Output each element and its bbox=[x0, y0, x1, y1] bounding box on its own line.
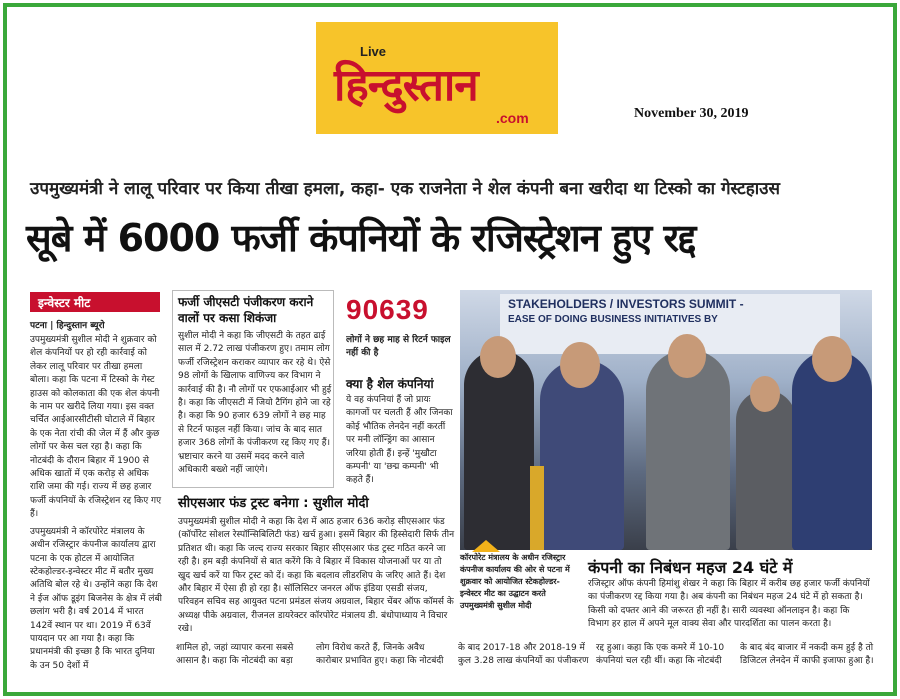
person-4 bbox=[736, 390, 796, 550]
logo-name: हिन्दुस्तान bbox=[334, 60, 478, 111]
headline: सूबे में 6000 फर्जी कंपनियों के रजिस्ट्रेशन हुए रद्द bbox=[26, 216, 696, 260]
left-column-body bbox=[30, 334, 162, 674]
banner-title: STAKEHOLDERS / INVESTORS SUMMIT - bbox=[508, 297, 744, 311]
person-3 bbox=[646, 350, 730, 550]
byline: पटना | हिन्दुस्तान ब्यूरो bbox=[30, 321, 105, 331]
caption-marker-icon bbox=[472, 540, 500, 552]
bottom-col-4: रद्द हुआ। कहा कि एक कमरे में 10-10 कंपनियां चल रही थीं। कहा कि नोटबंदी bbox=[596, 643, 725, 667]
stat-number: 90639 bbox=[346, 294, 429, 325]
person-2 bbox=[540, 360, 624, 550]
gst-title: फर्जी जीएसटी पंजीकरण कराने वालों पर कसा शिकंजा bbox=[178, 295, 314, 325]
banner-line: EASE OF DOING BUSINESS INITIATIVES BY bbox=[508, 314, 718, 325]
person-3-head bbox=[668, 334, 706, 378]
bottom-col-1: शामिल हो, जहां व्यापार करना सबसे आसान है। कहा कि नोटबंदी का बड़ा bbox=[176, 643, 294, 667]
logo-live: Live bbox=[360, 44, 387, 59]
person-5-head bbox=[812, 336, 852, 382]
logo-domain: .com bbox=[496, 110, 529, 126]
bottom-col-5: के बाद बंद बाजार में नकदी कम हुई है तो डिजिटल लेनदेन में काफी इजाफा हुआ है। bbox=[740, 643, 874, 667]
publish-date: November 30, 2019 bbox=[634, 106, 749, 121]
registration-title: कंपनी का निबंधन महज 24 घंटे में bbox=[588, 558, 793, 577]
left-para-2: उपमुख्यमंत्री ने कॉरपोरेट मंत्रालय के अधीन रजिस्ट्रार कंपनीज कार्यालय द्वारा पटना के एक होटल में आयोजित स्टेकहोल्डर-इन्वेस्टर मीट में बतौर मुख्य अतिथि बोल रहे थे। उन्होंने कहा कि देश ने ईज ऑफ डूइंग बिजनेस के क्षेत्र में लंबी छलांग भरी है। वर्ष 2014 में भारत 142वें स्थान पर था। 2019 में 63वें पायदान पर आ गया है। कहा कि प्रधानमंत्री की इच्छा है कि भारत दुनिया के उन 50 देशों में bbox=[30, 526, 162, 671]
gst-body: सुशील मोदी ने कहा कि जीएसटी के तहत ढाई साल में 2.72 लाख पंजीकरण हुए। तमाम लोग फर्जी रजिस्ट्रेशन कराकर व्यापार कर रहे थे। ऐसे 98 लोगों के खिलाफ वाणिज्य कर विभाग ने कार्रवाई की है। नौ लोगों पर एफआईआर भी हुई है। कहा कि जीएसटी में जियो टैगिंग होने जा रहे है। कहा कि 90 हजार 639 लोगों ने छह माह से रिटर्न फाइल नहीं किया। जांच के बाद सात हजार 368 लोगों के पंजीकरण रद्द किए गए हैं। भ्रष्टाचार करने या उसमें मदद करने वाले अधिकारी बख्शे नहीं जाएंगे। bbox=[178, 331, 332, 476]
ceremonial-lamp bbox=[530, 466, 544, 550]
left-para-1: उपमुख्यमंत्री सुशील मोदी ने शुक्रवार को शेल कंपनियों पर हो रही कार्रवाई को लेकर लालू परिवार पर तीखा हमला बोला। कहा कि पटना में टिस्को के गेस्ट हाउस को कोलकाता की एक शेल कंपनी के नाम पर खरीदे लिया गया। इस वक्त चर्चित आईआरसीटीसी घोटाले में बिहार के एक नेता रांची की जेल में हैं और कुछ लोगों पर केस चल रहा है। कहा कि नोटबंदी के दौरान बिहार में 1900 से अधिक खातों में एक करोड़ से अधिक राशि जमा की गई। राज्य में छह हजार फर्जी कंपनियों के रजिस्ट्रेशन रद्द किए गए हैं। bbox=[30, 335, 162, 520]
event-photo bbox=[460, 290, 872, 550]
person-1 bbox=[464, 350, 534, 550]
person-4-head bbox=[750, 376, 780, 412]
person-2-head bbox=[560, 342, 600, 388]
csr-body: उपमुख्यमंत्री सुशील मोदी ने कहा कि देश में आठ हजार 636 करोड़ सीएसआर फंड (कॉर्पोरेट सोशल रेस्पॉन्सिबिलिटी फंड) खर्च हुआ। इसमें बिहार की हिस्सेदारी सिर्फ तीन प्रतिशत थी। कहा कि जल्द राज्य सरकार बिहार सीएसआर फंड ट्रस्ट गठित करने जा रही है। हम बड़ी कंपनियों से बात करेंगे कि वे बिहार में विकास योजनाओं पर या तो खुद खर्च करें या फिर ट्रस्ट को दें। कहा कि बदलाव लीडरशिप के जरिए आते हैं। देश और बिहार में ऐसा ही हो रहा है। सॉलिसिटर जनरल ऑफ इंडिया एसडी संजय, परिवहन सचिव सह आयुक्त पटना प्रमंडल संजय अग्रवाल, बिहार चेंबर ऑफ कॉमर्स के अध्यक्ष पीके अग्रवाल, रीजनल डायरेक्टर कॉरपोरेट मंत्रालय डी. बंधोपाध्याय ने विचार रखे। bbox=[178, 517, 455, 635]
masthead-logo bbox=[316, 22, 558, 134]
section-tag: इन्वेस्टर मीट bbox=[30, 292, 160, 312]
bottom-col-3: के बाद 2017-18 और 2018-19 में कुल 3.28 लाख कंपनियों का पंजीकरण bbox=[458, 643, 589, 667]
csr-title: सीएसआर फंड ट्रस्ट बनेगा : सुशील मोदी bbox=[178, 496, 369, 511]
stat-text: लोगों ने छह माह से रिटर्न फाइल नहीं की है bbox=[346, 335, 451, 359]
bottom-col-2: लोग विरोध करते हैं, जिनके अवैध कारोबार प्रभावित हुए। कहा कि नोटबंदी bbox=[316, 643, 444, 667]
shell-title: क्या है शेल कंपनियां bbox=[346, 377, 434, 391]
shell-body: ये वह कंपनियां हैं जो प्रायः कागजों पर चलती हैं और जिनका कोई भौतिक लेनदेन नहीं करतीं पर मनी लॉन्ड्रिंग का आसान जरिया होती हैं। इन्हें 'मुखौटा कम्पनी' या 'छद्म कम्पनी' भी कहते हैं। bbox=[346, 395, 453, 486]
kicker: उपमुख्यमंत्री ने लालू परिवार पर किया तीखा हमला, कहा- एक राजनेता ने शेल कंपनी बना खरीदा था टिस्को का गेस्टहाउस bbox=[30, 179, 780, 199]
photo-caption: कॉरपोरेट मंत्रालय के अधीन रजिस्ट्रार कंपनीज कार्यालय की ओर से पटना में शुक्रवार को आयोजित स्टेकहोल्डर-इन्वेस्टर मीट का उद्घाटन करते उपमुख्यमंत्री सुशील मोदी bbox=[460, 553, 570, 610]
registration-body: रजिस्ट्रार ऑफ कंपनी हिमांशु शेखर ने कहा कि बिहार में करीब छह हजार फर्जी कंपनियों का पंजीकरण रद्द किया गया है। अब कंपनी का निबंधन महज 24 घंटे में हो सकता है। किसी को दफ्तर आने की जरूरत ही नहीं है। सारी व्यवस्था ऑनलाइन है। कहा कि विभाग हर हाल में अपने मूल वाक्य सेवा और पारदर्शिता का पालन करता है। bbox=[588, 579, 870, 630]
person-1-head bbox=[480, 336, 516, 378]
